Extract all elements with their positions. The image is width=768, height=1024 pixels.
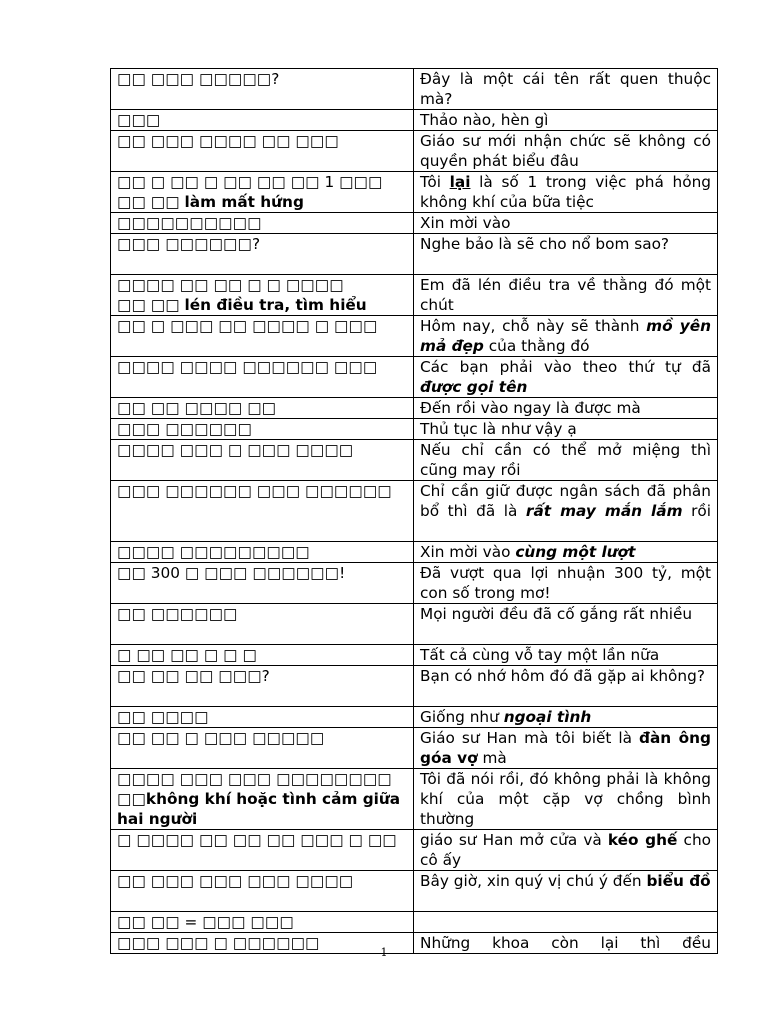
bold-italic-phrase: được gọi tên: [420, 378, 528, 396]
bold-phrase: đàn ông góa vợ: [420, 729, 711, 767]
table-row: [111, 398, 718, 419]
table-row: [111, 275, 718, 316]
cell-text: □□ □□ □□ □□□?: [117, 667, 270, 685]
cell-text: Thảo nào, hèn gì: [420, 111, 549, 129]
korean-phrase-cell: [111, 707, 414, 728]
korean-phrase-cell: [111, 830, 414, 871]
vietnamese-translation-cell: [414, 357, 718, 398]
vietnamese-translation-cell: [414, 398, 718, 419]
cell-text: □□ □ □□□ □□ □□□□ □ □□□: [117, 317, 378, 335]
korean-phrase-cell: [111, 398, 414, 419]
cell-text: mà: [477, 749, 507, 767]
cell-text: Nghe bảo là sẽ cho nổ bom sao?: [420, 235, 670, 253]
cell-text: □□□□ □□□□ □□□□□□ □□□: [117, 358, 378, 376]
cell-text: Bạn có nhớ hôm đó đã gặp ai không?: [420, 667, 705, 685]
cell-text: □□□ □□□□□□?: [117, 235, 261, 253]
korean-phrase-cell: [111, 769, 414, 830]
table-row: [111, 769, 718, 830]
table-row: [111, 871, 718, 912]
table-row: [111, 728, 718, 769]
cell-text: Nếu chỉ cần có thể mở miệng thì cũng may rồi: [420, 441, 711, 479]
korean-phrase-cell: [111, 645, 414, 666]
cell-text: □□□ □□□□□□: [117, 420, 252, 438]
cell-text: rồi: [682, 502, 712, 520]
vietnamese-translation-cell: [414, 481, 718, 542]
table-row: [111, 110, 718, 131]
korean-phrase-cell: [111, 316, 414, 357]
vietnamese-translation-cell: [414, 645, 718, 666]
cell-text: □□□ □□□□□□ □□□ □□□□□□: [117, 482, 392, 500]
cell-text: □□□□□□□□□□: [117, 214, 262, 232]
vocabulary-table: [110, 68, 718, 954]
cell-text: □□□: [117, 111, 161, 129]
vietnamese-translation-cell: [414, 110, 718, 131]
cell-text: □□ □□□ □□□□□?: [117, 70, 280, 88]
cell-text: □□ □□: [117, 193, 185, 211]
cell-text: Đến rồi vào ngay là được mà: [420, 399, 641, 417]
vietnamese-translation-cell: [414, 234, 718, 275]
cell-text: là số 1 trong việc phá hỏng không khí của bữa tiệc: [420, 173, 711, 211]
vietnamese-translation-cell: [414, 275, 718, 316]
table-row: [111, 131, 718, 172]
vietnamese-translation-cell: [414, 563, 718, 604]
cell-text: □ □□ □□ □ □ □: [117, 646, 257, 664]
cell-text: Giống như: [420, 708, 504, 726]
bold-phrase: kéo ghế: [607, 831, 678, 849]
vietnamese-translation-cell: [414, 213, 718, 234]
cell-text: □□ □ □□ □ □□ □□ □□ 1 □□□: [117, 173, 383, 191]
cell-text: Đây là một cái tên rất quen thuộc mà?: [420, 70, 711, 108]
korean-phrase-cell: [111, 234, 414, 275]
vietnamese-translation-cell: [414, 912, 718, 933]
vietnamese-translation-cell: [414, 542, 718, 563]
vietnamese-translation-cell: [414, 769, 718, 830]
vietnamese-translation-cell: [414, 604, 718, 645]
korean-phrase-cell: [111, 563, 414, 604]
table-row: [111, 604, 718, 645]
cell-text: Tôi đã nói rồi, đó không phải là không khí của một cặp vợ chồng bình thường: [420, 770, 711, 828]
table-row: [111, 481, 718, 542]
korean-phrase-cell: [111, 728, 414, 769]
table-row: [111, 69, 718, 110]
korean-phrase-cell: [111, 440, 414, 481]
table-row: [111, 316, 718, 357]
bold-phrase: không khí hoặc tình cảm giữa hai người: [117, 790, 401, 828]
bold-phrase: làm mất hứng: [184, 193, 304, 211]
vietnamese-translation-cell: [414, 440, 718, 481]
cell-text: Giáo sư Han mà tôi biết là: [420, 729, 640, 747]
cell-text: □□□□ □□□ □ □□□ □□□□: [117, 441, 354, 459]
cell-text: □□ □□: [117, 296, 185, 314]
cell-text: □□□□ □□ □□ □ □ □□□□: [117, 276, 344, 294]
korean-phrase-cell: [111, 912, 414, 933]
cell-text: Xin mời vào: [420, 543, 516, 561]
cell-text: □□□ □□□ □ □□□□□□: [117, 934, 320, 952]
korean-phrase-cell: [111, 419, 414, 440]
table-row: [111, 213, 718, 234]
cell-text: Các bạn phải vào theo thứ tự đã: [420, 358, 711, 376]
table-row: [111, 912, 718, 933]
korean-phrase-cell: [111, 131, 414, 172]
korean-phrase-cell: [111, 871, 414, 912]
vietnamese-translation-cell: [414, 419, 718, 440]
cell-text: □□□□ □□□ □□□ □□□□□□□□: [117, 770, 392, 788]
vietnamese-translation-cell: [414, 728, 718, 769]
vietnamese-translation-cell: [414, 172, 718, 213]
cell-text: Thủ tục là như vậy ạ: [420, 420, 577, 438]
bold-italic-phrase: rất may mắn lắm: [525, 502, 683, 520]
table-row: [111, 234, 718, 275]
vietnamese-translation-cell: [414, 666, 718, 707]
cell-text: □□ □□ □□□□ □□: [117, 399, 277, 417]
cell-text: Mọi người đều đã cố gắng rất nhiều: [420, 605, 693, 623]
vietnamese-translation-cell: [414, 830, 718, 871]
vietnamese-translation-cell: [414, 871, 718, 912]
cell-text: cho cô ấy: [420, 831, 711, 869]
table-row: [111, 707, 718, 728]
vocabulary-table-body: [111, 69, 718, 954]
table-row: [111, 172, 718, 213]
cell-text: □□: [117, 790, 146, 808]
bold-underlined-phrase: lại: [449, 173, 471, 191]
cell-text: □□ □□□□: [117, 708, 209, 726]
table-row: [111, 830, 718, 871]
cell-text: □□□□ □□□□□□□□□: [117, 543, 310, 561]
table-row: [111, 542, 718, 563]
table-row: [111, 357, 718, 398]
cell-text: □□ 300 □ □□□ □□□□□□!: [117, 564, 346, 582]
cell-text: Giáo sư mới nhận chức sẽ không có quyền phát biểu đâu: [420, 132, 711, 170]
korean-phrase-cell: [111, 172, 414, 213]
table-row: [111, 419, 718, 440]
table-row: [111, 440, 718, 481]
cell-text: □□ □□□ □□□□ □□ □□□: [117, 132, 339, 150]
cell-text: □□ □□□ □□□ □□□ □□□□: [117, 872, 354, 890]
vietnamese-translation-cell: [414, 707, 718, 728]
bold-phrase: lén điều tra, tìm hiểu: [184, 296, 367, 314]
vietnamese-translation-cell: [414, 69, 718, 110]
cell-text: Những khoa còn lại thì đều: [420, 934, 711, 952]
table-row: [111, 666, 718, 707]
page-number: 1: [380, 946, 388, 959]
korean-phrase-cell: [111, 666, 414, 707]
cell-text: Em đã lén điều tra về thằng đó một chút: [420, 276, 711, 314]
korean-phrase-cell: [111, 357, 414, 398]
korean-phrase-cell: [111, 604, 414, 645]
cell-text: của thằng đó: [483, 337, 590, 355]
korean-phrase-cell: [111, 275, 414, 316]
cell-text: giáo sư Han mở cửa và: [420, 831, 608, 849]
bold-italic-phrase: ngoại tình: [503, 708, 592, 726]
korean-phrase-cell: [111, 213, 414, 234]
bold-italic-phrase: cùng một lượt: [515, 543, 636, 561]
cell-text: Bây giờ, xin quý vị chú ý đến: [420, 872, 647, 890]
table-row: [111, 563, 718, 604]
cell-text: □□ □□ □ □□□ □□□□□: [117, 729, 325, 747]
cell-text: Hôm nay, chỗ này sẽ thành: [420, 317, 647, 335]
vietnamese-translation-cell: [414, 316, 718, 357]
cell-text: Đã vượt qua lợi nhuận 300 tỷ, một con số trong mơ!: [420, 564, 711, 602]
cell-text: □□ □□ = □□□ □□□: [117, 913, 294, 931]
cell-text: Tất cả cùng vỗ tay một lần nữa: [420, 646, 660, 664]
cell-text: □ □□□□ □□ □□ □□ □□□ □ □□: [117, 831, 397, 849]
cell-text: Chỉ cần giữ được ngân sách đã phân bổ thì đã là: [420, 482, 711, 520]
cell-text: □□ □□□□□□: [117, 605, 238, 623]
vietnamese-translation-cell: [414, 131, 718, 172]
cell-text: Tôi: [420, 173, 450, 191]
bold-phrase: biểu đồ: [646, 872, 711, 890]
cell-text: Xin mời vào: [420, 214, 511, 232]
bold-italic-phrase: mồ yên mả đẹp: [420, 317, 711, 355]
korean-phrase-cell: [111, 110, 414, 131]
korean-phrase-cell: [111, 69, 414, 110]
table-row: [111, 645, 718, 666]
korean-phrase-cell: [111, 542, 414, 563]
korean-phrase-cell: [111, 481, 414, 542]
